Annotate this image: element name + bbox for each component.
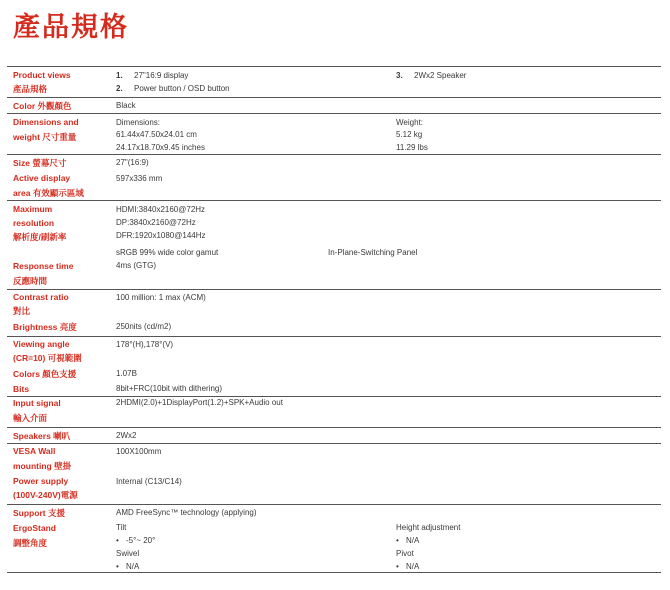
power-supply-value: Internal (C13/C14) (116, 477, 182, 486)
resolution-dfr: DFR:1920x1080@144Hz (116, 231, 206, 240)
colors-label: Colors 顏色支援 (13, 369, 77, 379)
resolution-label: Maximum (13, 204, 53, 214)
row-divider (7, 427, 661, 428)
product-views-label: Product views (13, 70, 71, 80)
power-supply-label-2: (100V-240V)電源 (13, 490, 78, 500)
height-adjustment-value (396, 535, 419, 546)
weight-lbs: 11.29 lbs (396, 143, 428, 152)
panel-type: In-Plane-Switching Panel (328, 248, 418, 257)
bullet-icon: • (116, 536, 119, 545)
response-time-label: Response time (13, 261, 74, 271)
input-signal-label-zh: 輸入介面 (13, 413, 48, 423)
input-signal-label: Input signal (13, 398, 61, 408)
product-view-item (116, 83, 230, 94)
item-number: 2. (116, 84, 123, 93)
row-divider (7, 113, 661, 114)
viewing-angle-label: Viewing angle (13, 339, 70, 349)
dimensions-cm: 61.44x47.50x24.01 cm (116, 130, 197, 139)
response-time-value: 4ms (GTG) (116, 261, 156, 270)
colors-value: 1.07B (116, 369, 137, 378)
swivel-value-text: N/A (126, 562, 140, 571)
pivot-value-text: N/A (406, 562, 420, 571)
pivot-title: Pivot (396, 549, 414, 558)
contrast-label: Contrast ratio (13, 292, 69, 302)
row-divider (7, 504, 661, 505)
brightness-value: 250nits (cd/m2) (116, 322, 172, 331)
row-divider (7, 396, 661, 397)
height-value-text: N/A (406, 536, 420, 545)
row-divider (7, 200, 661, 201)
support-value: AMD FreeSync™ technology (applying) (116, 508, 257, 517)
ergostand-label-zh: 調整角度 (13, 538, 48, 548)
weight-title: Weight: (396, 118, 423, 127)
tilt-value (116, 535, 155, 546)
swivel-value (116, 561, 139, 572)
active-area-label: Active display (13, 173, 71, 183)
bits-label: Bits (13, 384, 30, 394)
response-time-label-zh: 反應時間 (13, 276, 48, 286)
viewing-angle-value: 178°(H),178°(V) (116, 340, 174, 349)
row-divider (7, 336, 661, 337)
item-number: 3. (396, 71, 403, 80)
vesa-label: VESA Wall (13, 446, 56, 456)
bullet-icon: • (396, 536, 399, 545)
color-value: Black (116, 101, 136, 110)
color-gamut: sRGB 99% wide color gamut (116, 248, 219, 257)
dimensions-label-2: weight 尺寸重量 (13, 132, 77, 142)
page-title: 產品規格 (13, 12, 129, 43)
dimensions-inches: 24.17x18.70x9.45 inches (116, 143, 205, 152)
row-divider (7, 66, 661, 67)
tilt-value-text: -5°~ 20° (126, 536, 156, 545)
weight-kg: 5.12 kg (396, 130, 423, 139)
size-value: 27"(16:9) (116, 158, 149, 167)
product-view-item (396, 70, 466, 81)
active-area-label-2: area 有效顯示區域 (13, 188, 84, 198)
swivel-title: Swivel (116, 549, 140, 558)
vesa-label-2: mounting 壁掛 (13, 461, 72, 471)
row-divider (7, 443, 661, 444)
speakers-label: Speakers 喇叭 (13, 431, 71, 441)
bits-value: 8bit+FRC(10bit with dithering) (116, 384, 223, 393)
row-divider (7, 97, 661, 98)
dimensions-title: Dimensions: (116, 118, 161, 127)
item-text: Power button / OSD button (134, 84, 230, 93)
row-divider (7, 289, 661, 290)
input-signal-value: 2HDMI(2.0)+1DisplayPort(1.2)+SPK+Audio out (116, 398, 283, 407)
resolution-label-2: resolution (13, 218, 55, 228)
vesa-value: 100X100mm (116, 447, 162, 456)
row-divider (7, 572, 661, 573)
contrast-value: 100 million: 1 max (ACM) (116, 293, 206, 302)
contrast-label-zh: 對比 (13, 306, 31, 316)
bullet-icon: • (396, 562, 399, 571)
row-divider (7, 154, 661, 155)
resolution-dp: DP:3840x2160@72Hz (116, 218, 196, 227)
item-text: 27"16:9 display (134, 71, 189, 80)
color-label: Color 外觀顏色 (13, 101, 72, 111)
product-views-label-zh: 產品規格 (13, 84, 48, 94)
resolution-label-3: 解析度/刷新率 (13, 232, 67, 242)
support-label: Support 支援 (13, 508, 65, 518)
tilt-title: Tilt (116, 523, 127, 532)
brightness-label: Brightness 亮度 (13, 322, 77, 332)
size-label: Size 螢幕尺寸 (13, 158, 67, 168)
pivot-value (396, 561, 419, 572)
active-area-value: 597x336 mm (116, 174, 163, 183)
speakers-value: 2Wx2 (116, 431, 137, 440)
item-text: 2Wx2 Speaker (414, 71, 467, 80)
bullet-icon: • (116, 562, 119, 571)
ergostand-label: ErgoStand (13, 523, 56, 533)
power-supply-label: Power supply (13, 476, 69, 486)
item-number: 1. (116, 71, 123, 80)
height-adjustment-title: Height adjustment (396, 523, 461, 532)
resolution-hdmi: HDMI:3840x2160@72Hz (116, 205, 206, 214)
dimensions-label: Dimensions and (13, 117, 79, 127)
viewing-angle-label-2: (CR=10) 可視範圍 (13, 353, 82, 363)
product-view-item (116, 70, 188, 81)
